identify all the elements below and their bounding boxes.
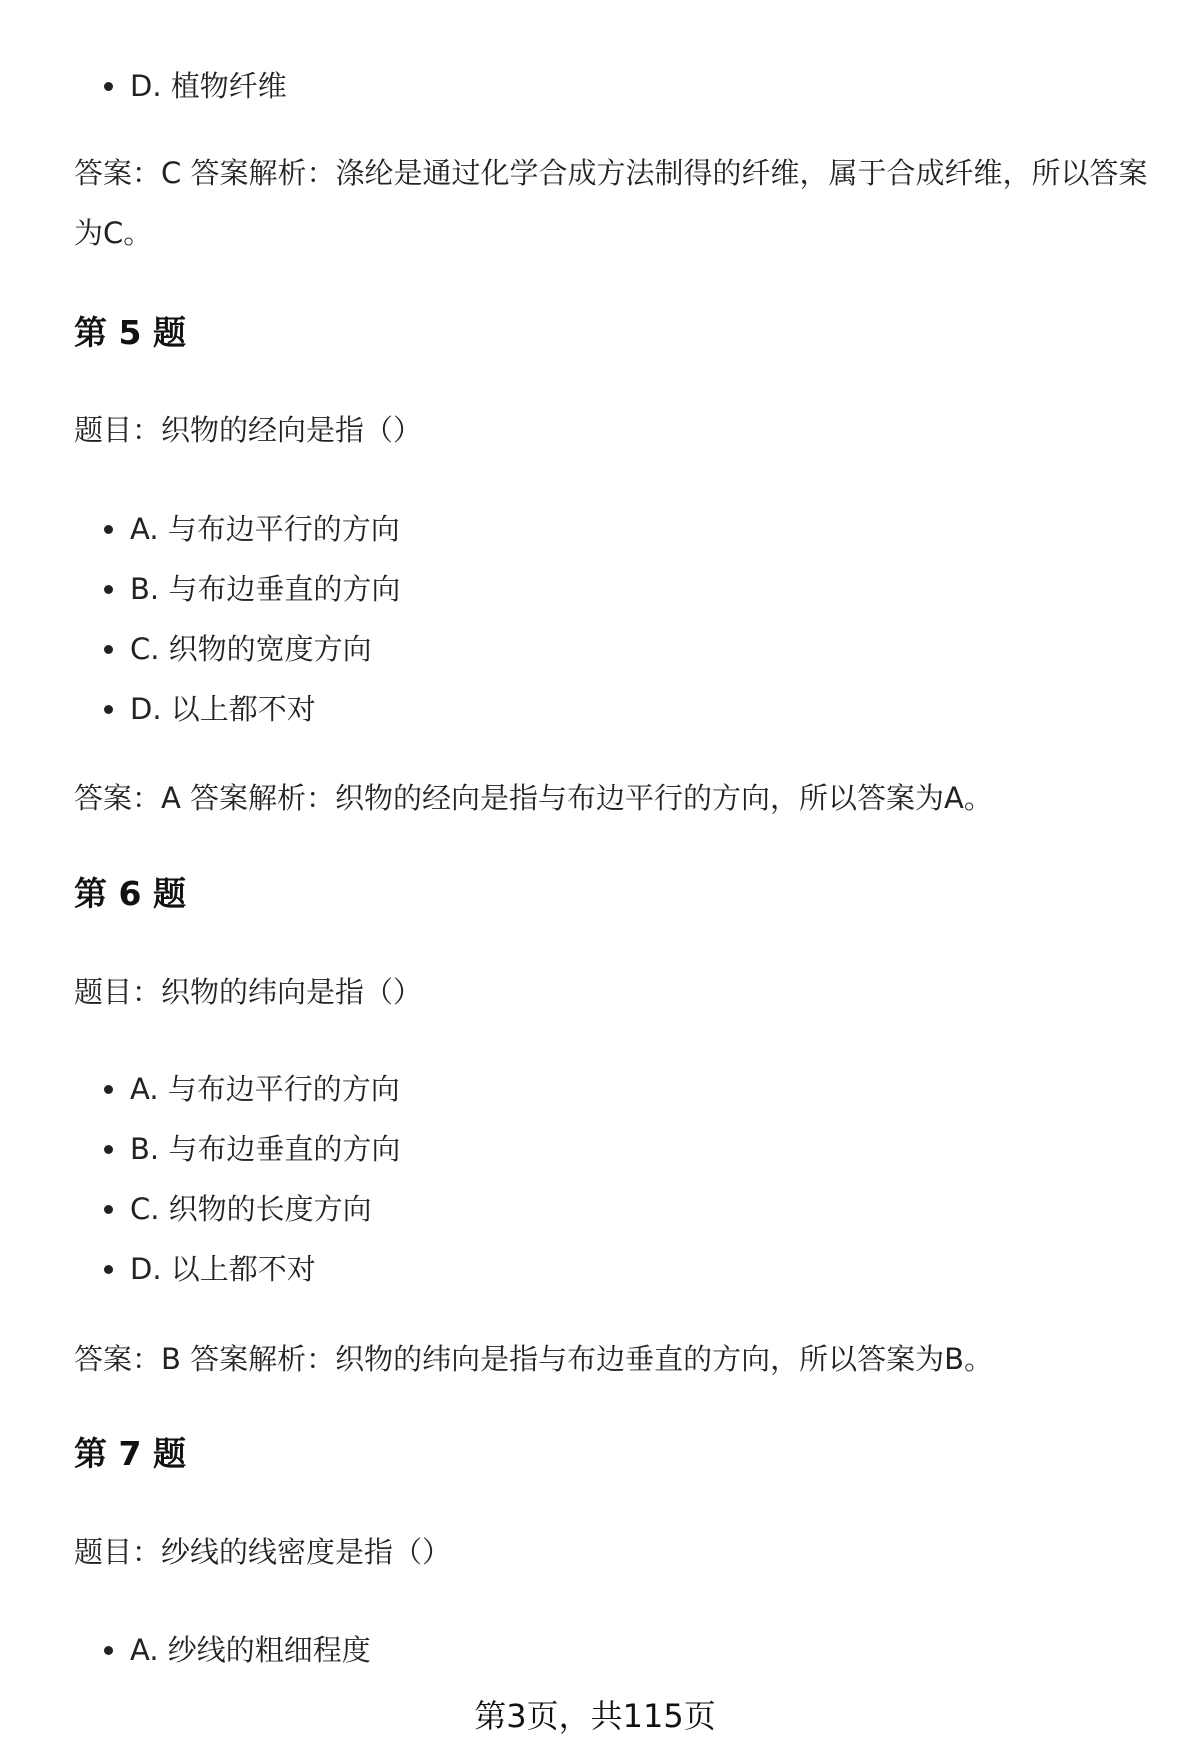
- q4-answer: 答案：C 答案解析：涤纶是通过化学合成方法制得的纤维，属于合成纤维，所以答案为C。: [74, 156, 1148, 250]
- q5-option-c: C. 织物的宽度方向: [130, 632, 372, 666]
- list-bullet: [104, 645, 113, 654]
- list-bullet: [104, 1145, 113, 1154]
- q7-option-a: A. 纱线的粗细程度: [130, 1633, 371, 1667]
- q6-heading: 第 6 题: [74, 874, 186, 913]
- q6-option-d: D. 以上都不对: [130, 1252, 316, 1286]
- q6-answer: 答案：B 答案解析：织物的纬向是指与布边垂直的方向，所以答案为B。: [74, 1342, 994, 1376]
- q5-option-b: B. 与布边垂直的方向: [130, 572, 401, 606]
- q5-heading: 第 5 题: [74, 313, 186, 352]
- list-bullet: [104, 585, 113, 594]
- list-bullet: [104, 1085, 113, 1094]
- q6-option-b: B. 与布边垂直的方向: [130, 1132, 401, 1166]
- q7-heading: 第 7 题: [74, 1434, 186, 1473]
- list-bullet: [104, 82, 113, 91]
- list-bullet: [104, 705, 113, 714]
- q6-question: 题目：织物的纬向是指（）: [74, 975, 423, 1009]
- q4-option-d: D. 植物纤维: [130, 69, 287, 103]
- list-bullet: [104, 1205, 113, 1214]
- list-bullet: [104, 1265, 113, 1274]
- q5-option-a: A. 与布边平行的方向: [130, 512, 400, 546]
- q7-question: 题目：纱线的线密度是指（）: [74, 1535, 452, 1569]
- q6-option-c: C. 织物的长度方向: [130, 1192, 372, 1226]
- q6-option-a: A. 与布边平行的方向: [130, 1072, 400, 1106]
- q5-question: 题目：织物的经向是指（）: [74, 413, 423, 447]
- q5-option-d: D. 以上都不对: [130, 692, 316, 726]
- list-bullet: [104, 525, 113, 534]
- list-bullet: [104, 1646, 113, 1655]
- page-footer: 第3页，共115页: [474, 1697, 716, 1735]
- q5-answer: 答案：A 答案解析：织物的经向是指与布边平行的方向，所以答案为A。: [74, 781, 993, 815]
